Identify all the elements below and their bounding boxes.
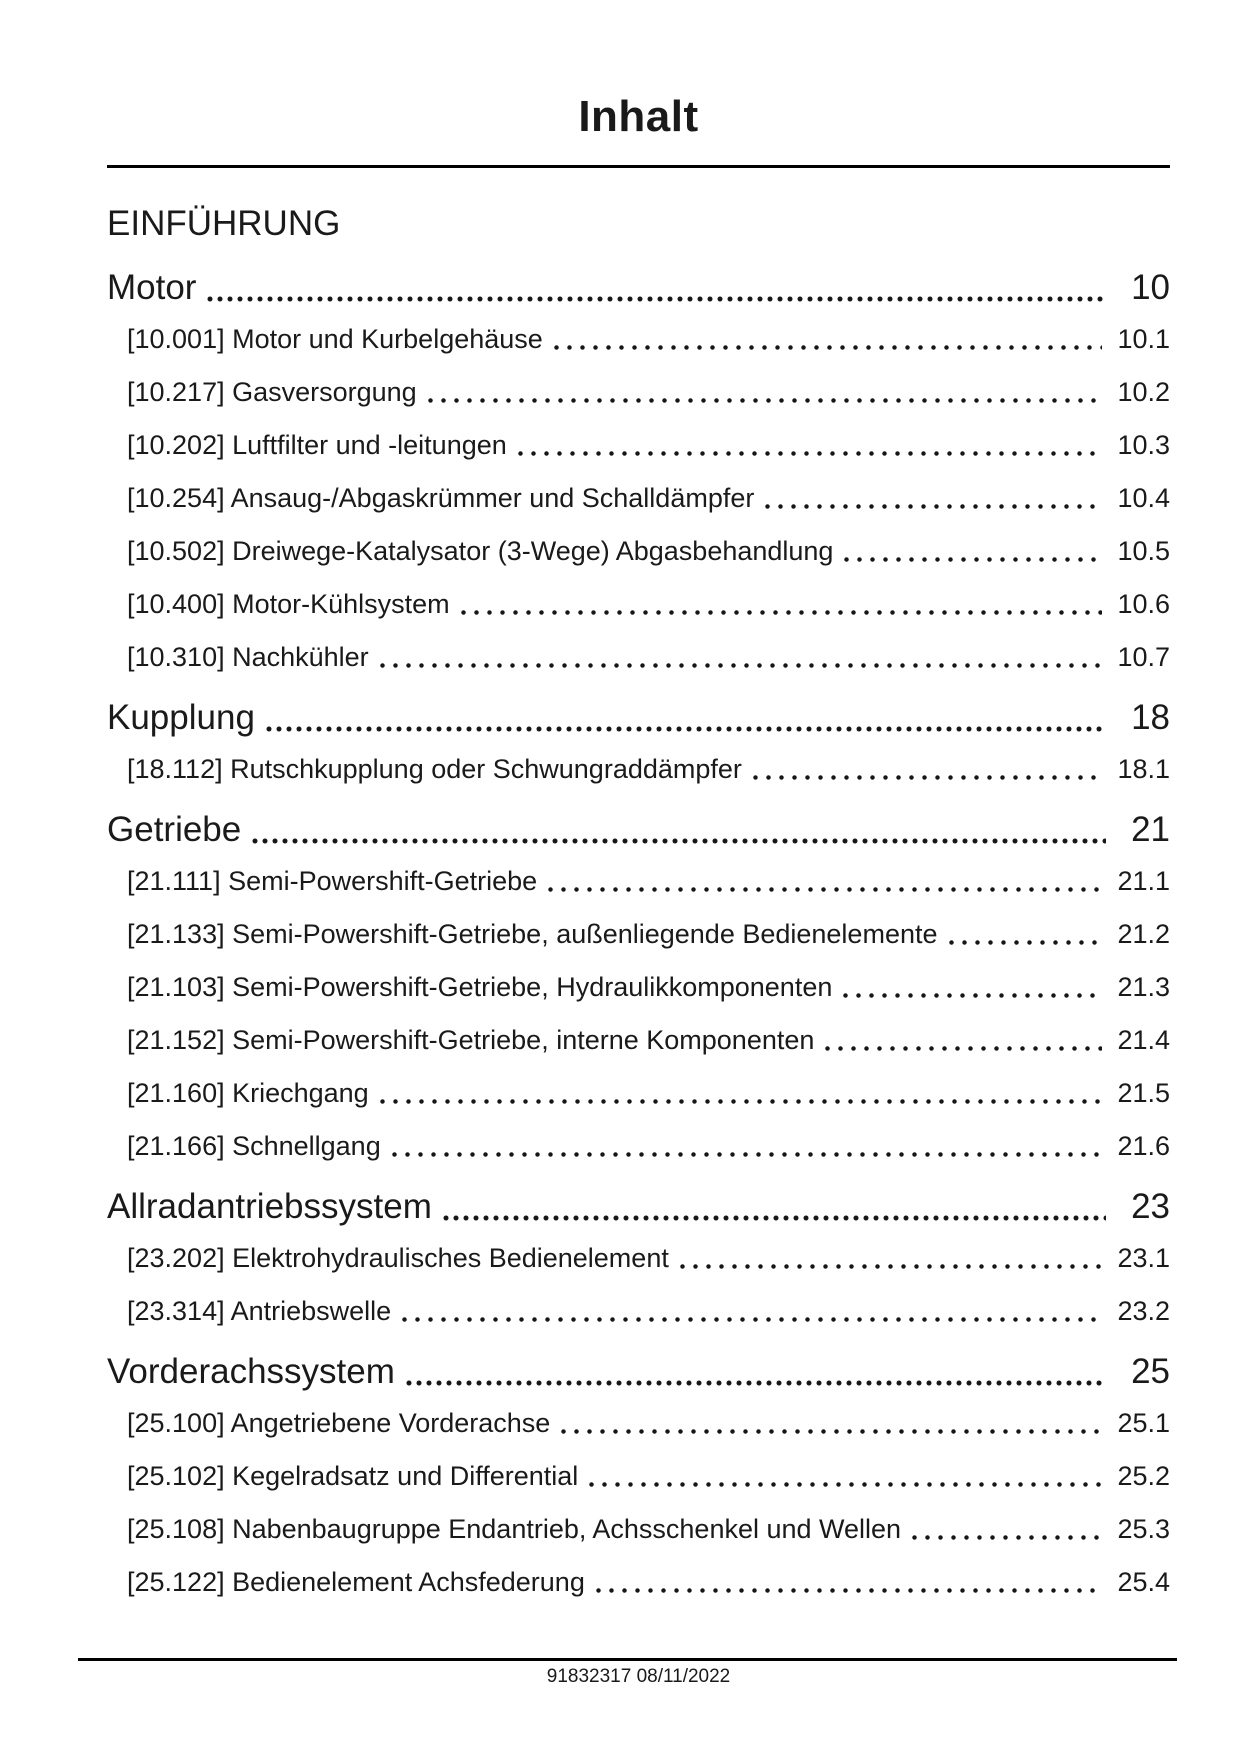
toc-section-row-label: Motor bbox=[107, 268, 197, 307]
dot-leader bbox=[514, 451, 1102, 456]
footer-rule bbox=[78, 1658, 1177, 1661]
toc-sub-row[interactable] bbox=[107, 864, 1170, 898]
toc-sub-row[interactable] bbox=[107, 428, 1170, 462]
toc-sub-row-label: [10.217] Gasversorgung bbox=[127, 377, 417, 407]
toc-section-row[interactable] bbox=[107, 1350, 1170, 1394]
dot-leader bbox=[457, 610, 1102, 615]
toc-section-row-page-number: 18 bbox=[1131, 698, 1170, 737]
toc-sub-row-label: [10.310] Nachkühler bbox=[127, 642, 369, 672]
toc-sub-row-label: [25.108] Nabenbaugruppe Endantrieb, Achsschenkel und Wellen bbox=[127, 1514, 902, 1544]
toc-sub-row-label: [10.001] Motor und Kurbelgehäuse bbox=[127, 324, 543, 354]
toc-sub-row-page-number: 21.5 bbox=[1117, 1078, 1170, 1108]
toc-sub-row-label: [21.111] Semi-Powershift-Getriebe bbox=[127, 866, 538, 896]
toc-sub-row[interactable] bbox=[107, 481, 1170, 515]
toc-section-row[interactable] bbox=[107, 808, 1170, 852]
dot-leader bbox=[592, 1588, 1102, 1593]
dot-leader bbox=[205, 296, 1106, 302]
toc-sub-row-page-number: 23.1 bbox=[1117, 1243, 1170, 1273]
toc-section-row-label: Allradantriebssystem bbox=[107, 1187, 432, 1226]
dot-leader bbox=[676, 1264, 1102, 1269]
toc-sub-row-label: [21.160] Kriechgang bbox=[127, 1078, 369, 1108]
toc-sub-row[interactable] bbox=[107, 1241, 1170, 1275]
toc-section-row[interactable] bbox=[107, 1185, 1170, 1229]
dot-leader bbox=[441, 1215, 1106, 1221]
toc-sub-row[interactable] bbox=[107, 1023, 1170, 1057]
toc-sub-row-label: [25.100] Angetriebene Vorderachse bbox=[127, 1408, 551, 1438]
dot-leader bbox=[749, 775, 1102, 780]
toc-sub-row-page-number: 10.5 bbox=[1117, 536, 1170, 566]
toc-sub-row-label: [10.400] Motor-Kühlsystem bbox=[127, 589, 450, 619]
dot-leader bbox=[398, 1317, 1102, 1322]
toc-sub-row[interactable] bbox=[107, 640, 1170, 674]
toc-sub-row-page-number: 18.1 bbox=[1117, 754, 1170, 784]
toc-sub-row-label: [25.102] Kegelradsatz und Differential bbox=[127, 1461, 579, 1491]
toc-section-row-label: Getriebe bbox=[107, 810, 242, 849]
toc-sub-row-label: [25.122] Bedienelement Achsfederung bbox=[127, 1567, 585, 1597]
dot-leader bbox=[250, 838, 1106, 844]
toc-sub-row[interactable] bbox=[107, 1406, 1170, 1440]
toc-sub-row-page-number: 21.2 bbox=[1117, 919, 1170, 949]
toc-sub-row-label: [21.166] Schnellgang bbox=[127, 1131, 381, 1161]
toc-sub-row[interactable] bbox=[107, 1459, 1170, 1493]
toc-sub-row-page-number: 10.7 bbox=[1117, 642, 1170, 672]
dot-leader bbox=[376, 663, 1102, 668]
dot-leader bbox=[840, 557, 1102, 562]
dot-leader bbox=[585, 1482, 1102, 1487]
toc-sub-row-label: [21.103] Semi-Powershift-Getriebe, Hydraulikkomponenten bbox=[127, 972, 833, 1002]
toc-sub-row[interactable] bbox=[107, 970, 1170, 1004]
toc-sub-row-label: [21.152] Semi-Powershift-Getriebe, interne Komponenten bbox=[127, 1025, 815, 1055]
toc-sub-row[interactable] bbox=[107, 534, 1170, 568]
toc-sub-row-page-number: 10.1 bbox=[1117, 324, 1170, 354]
toc-sub-row-page-number: 25.1 bbox=[1117, 1408, 1170, 1438]
toc-sub-row-page-number: 25.4 bbox=[1117, 1567, 1170, 1597]
toc-sub-row-label: [10.502] Dreiwege-Katalysator (3-Wege) Abgasbehandlung bbox=[127, 536, 834, 566]
toc-sub-row-page-number: 25.3 bbox=[1117, 1514, 1170, 1544]
toc-section-row[interactable] bbox=[107, 696, 1170, 740]
toc-sub-row-label: [18.112] Rutschkupplung oder Schwungraddämpfer bbox=[127, 754, 742, 784]
dot-leader bbox=[424, 398, 1102, 403]
dot-leader bbox=[908, 1535, 1102, 1540]
toc-sub-row-page-number: 10.4 bbox=[1117, 483, 1170, 513]
toc-section-row-page-number: 10 bbox=[1131, 268, 1170, 307]
toc-section-row-label: Kupplung bbox=[107, 698, 255, 737]
toc-sub-row-label: [10.254] Ansaug-/Abgaskrümmer und Schalldämpfer bbox=[127, 483, 755, 513]
dot-leader bbox=[761, 504, 1102, 509]
table-of-contents bbox=[107, 266, 1170, 1599]
toc-sub-row-page-number: 10.2 bbox=[1117, 377, 1170, 407]
dot-leader bbox=[376, 1099, 1102, 1104]
title-rule bbox=[107, 165, 1170, 168]
toc-sub-row-page-number: 21.3 bbox=[1117, 972, 1170, 1002]
toc-section-row-page-number: 23 bbox=[1131, 1187, 1170, 1226]
toc-sub-row[interactable] bbox=[107, 1294, 1170, 1328]
toc-sub-row[interactable] bbox=[107, 587, 1170, 621]
toc-sub-row[interactable] bbox=[107, 1512, 1170, 1546]
toc-sub-row[interactable] bbox=[107, 375, 1170, 409]
toc-sub-row-page-number: 21.4 bbox=[1117, 1025, 1170, 1055]
dot-leader bbox=[404, 1380, 1106, 1386]
toc-sub-row[interactable] bbox=[107, 752, 1170, 786]
dot-leader bbox=[550, 345, 1102, 350]
dot-leader bbox=[945, 940, 1103, 945]
dot-leader bbox=[557, 1429, 1102, 1434]
intro-heading: EINFÜHRUNG bbox=[107, 204, 341, 243]
toc-sub-row-page-number: 10.6 bbox=[1117, 589, 1170, 619]
dot-leader bbox=[839, 993, 1102, 998]
toc-section-row-label: Vorderachssystem bbox=[107, 1352, 395, 1391]
dot-leader bbox=[388, 1152, 1102, 1157]
toc-sub-row-label: [23.314] Antriebswelle bbox=[127, 1296, 392, 1326]
dot-leader bbox=[544, 887, 1102, 892]
toc-sub-row-label: [21.133] Semi-Powershift-Getriebe, außenliegende Bedienelemente bbox=[127, 919, 938, 949]
page-title: Inhalt bbox=[578, 92, 699, 141]
dot-leader bbox=[821, 1046, 1102, 1051]
footer-text: 91832317 08/11/2022 bbox=[546, 1666, 731, 1687]
toc-section-row-page-number: 21 bbox=[1131, 810, 1170, 849]
toc-sub-row[interactable] bbox=[107, 917, 1170, 951]
toc-sub-row-page-number: 21.1 bbox=[1117, 866, 1170, 896]
toc-sub-row[interactable] bbox=[107, 1565, 1170, 1599]
toc-sub-row-page-number: 23.2 bbox=[1117, 1296, 1170, 1326]
toc-sub-row-page-number: 21.6 bbox=[1117, 1131, 1170, 1161]
toc-section-row[interactable] bbox=[107, 266, 1170, 310]
toc-sub-row-label: [10.202] Luftfilter und -leitungen bbox=[127, 430, 507, 460]
toc-sub-row[interactable] bbox=[107, 1129, 1170, 1163]
toc-sub-row-page-number: 10.3 bbox=[1117, 430, 1170, 460]
toc-sub-row[interactable] bbox=[107, 1076, 1170, 1110]
toc-sub-row-label: [23.202] Elektrohydraulisches Bedienelement bbox=[127, 1243, 669, 1273]
toc-sub-row[interactable] bbox=[107, 322, 1170, 356]
toc-section-row-page-number: 25 bbox=[1131, 1352, 1170, 1391]
toc-sub-row-page-number: 25.2 bbox=[1117, 1461, 1170, 1491]
dot-leader bbox=[264, 726, 1106, 732]
